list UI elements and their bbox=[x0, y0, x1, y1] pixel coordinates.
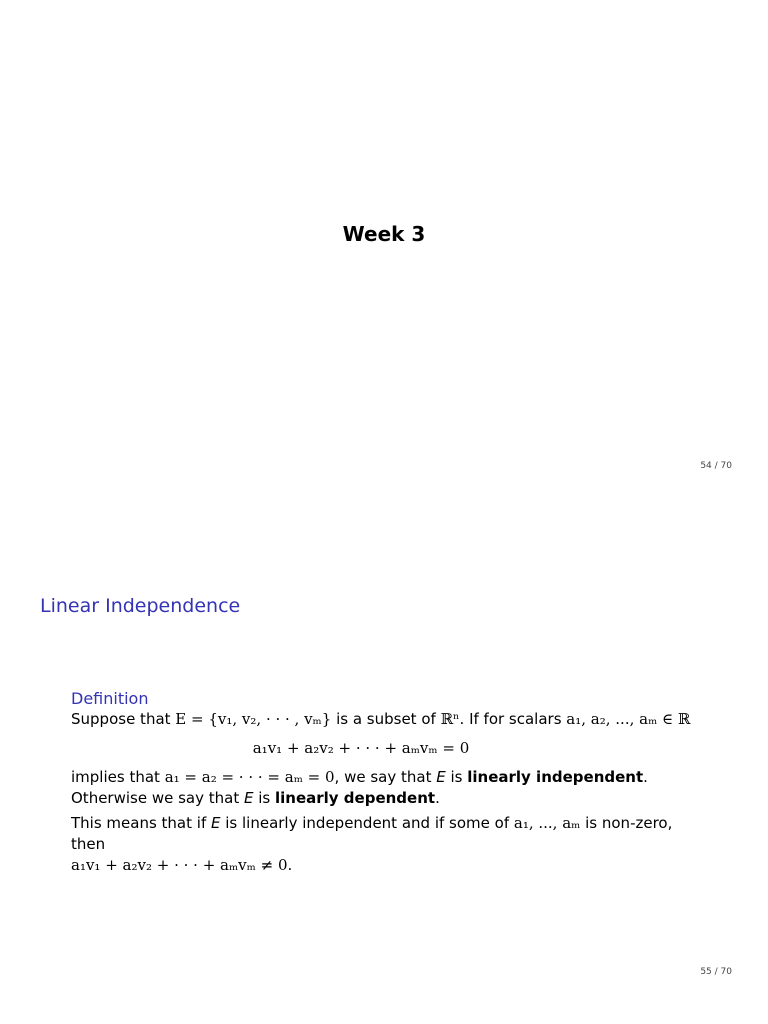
text-segment: . bbox=[643, 768, 648, 786]
E-math: E bbox=[243, 789, 254, 807]
page-number: 54 / 70 bbox=[700, 461, 732, 471]
definition-title: Definition bbox=[71, 689, 149, 708]
text-segment: is a subset of bbox=[331, 710, 441, 728]
display-equation: a₁v₁ + a₂v₂ + · · · + aₘvₘ = 0 bbox=[252, 739, 470, 757]
scalars-math: a₁, a₂, ..., aₘ ∈ ℝ bbox=[566, 710, 691, 728]
term-linearly-independent: linearly independent bbox=[467, 768, 644, 786]
slide-linear-independence bbox=[0, 512, 768, 1024]
set-E-math: E = {v₁, v₂, · · · , vₘ} bbox=[175, 710, 332, 728]
nonzero-sum-math: a₁v₁ + a₂v₂ + · · · + aₘvₘ ≠ 0 bbox=[71, 856, 288, 874]
text-segment: is bbox=[253, 789, 275, 807]
text-segment: is linearly independent and if some of bbox=[220, 814, 514, 832]
text-segment: is bbox=[445, 768, 468, 786]
scalars-list-math: a₁, ..., aₘ bbox=[513, 814, 581, 832]
remark-line-1 bbox=[71, 813, 711, 855]
remark-line-2 bbox=[71, 855, 711, 876]
scalars-zero-math: a₁ = a₂ = · · · = aₘ = 0 bbox=[164, 768, 335, 786]
text-segment: Suppose that bbox=[71, 710, 176, 728]
E-math: E bbox=[211, 814, 221, 832]
text-segment: . bbox=[287, 856, 293, 874]
text-segment: is non-zero, then bbox=[71, 814, 673, 853]
text-segment: , we say that bbox=[334, 768, 437, 786]
slide-title: Week 3 bbox=[342, 222, 426, 246]
definition-line-1 bbox=[71, 709, 711, 730]
text-segment: . bbox=[435, 789, 440, 807]
frame-title: Linear Independence bbox=[40, 595, 241, 617]
term-linearly-dependent: linearly dependent bbox=[275, 789, 436, 807]
page-number: 55 / 70 bbox=[700, 967, 732, 977]
definition-block bbox=[71, 688, 711, 876]
definition-line-3 bbox=[71, 788, 711, 809]
E-math: E bbox=[436, 768, 446, 786]
text-segment: Otherwise we say that bbox=[71, 789, 244, 807]
text-segment: . If for scalars bbox=[459, 710, 567, 728]
rn-math: ℝⁿ bbox=[440, 710, 460, 728]
definition-line-2 bbox=[71, 767, 711, 788]
text-segment: implies that bbox=[71, 768, 165, 786]
text-segment: This means that if bbox=[71, 814, 211, 832]
